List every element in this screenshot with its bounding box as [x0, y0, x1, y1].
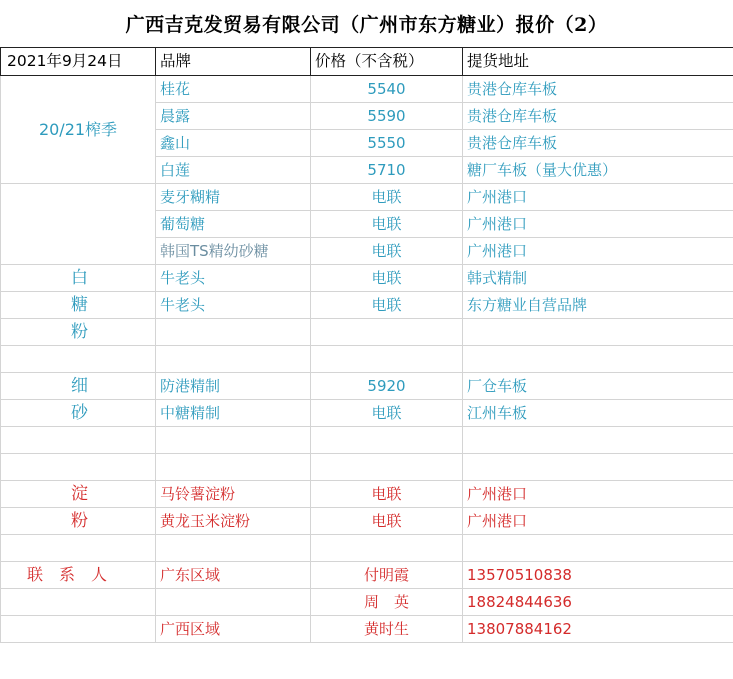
table-row	[1, 562, 733, 589]
address-cell: 江州车板	[463, 400, 733, 427]
table-row	[1, 508, 733, 535]
address-cell: 韩式精制	[463, 265, 733, 292]
table-row	[1, 76, 733, 103]
table-row	[1, 589, 733, 616]
address-cell: 糖厂车板（量大优惠）	[463, 157, 733, 184]
brand-cell: 麦牙糊精	[156, 184, 311, 211]
empty-cell	[311, 535, 463, 562]
address-cell: 贵港仓库车板	[463, 130, 733, 157]
group-white-sugar-1: 白	[1, 265, 156, 292]
group-white-sugar-2: 糖	[1, 292, 156, 319]
table-row	[1, 427, 733, 454]
brand-cell: 白莲	[156, 157, 311, 184]
header-price: 价格（不含税）	[311, 48, 463, 76]
address-cell: 广州港口	[463, 211, 733, 238]
contact-name: 黄时生	[311, 616, 463, 643]
empty-cell	[1, 589, 156, 616]
brand-cell: 鑫山	[156, 130, 311, 157]
price-cell: 电联	[311, 400, 463, 427]
region-cell	[156, 589, 311, 616]
price-cell: 电联	[311, 481, 463, 508]
empty-cell	[463, 535, 733, 562]
empty-cell	[156, 319, 311, 346]
price-cell: 电联	[311, 184, 463, 211]
price-cell: 电联	[311, 508, 463, 535]
table-row	[1, 292, 733, 319]
region-cell: 广东区域	[156, 562, 311, 589]
address-cell: 贵港仓库车板	[463, 103, 733, 130]
empty-cell	[1, 454, 156, 481]
empty-cell	[463, 346, 733, 373]
brand-cell: 韩国TS精幼砂糖	[156, 238, 311, 265]
contact-phone: 18824844636	[463, 589, 733, 616]
brand-cell: 黄龙玉米淀粉	[156, 508, 311, 535]
contact-phone: 13570510838	[463, 562, 733, 589]
group-season: 20/21榨季	[1, 76, 156, 184]
brand-cell: 中糖精制	[156, 400, 311, 427]
table-row	[1, 535, 733, 562]
empty-cell	[156, 535, 311, 562]
address-cell: 东方糖业自营品牌	[463, 292, 733, 319]
brand-cell: 葡萄糖	[156, 211, 311, 238]
group-fine-sugar-1: 细	[1, 373, 156, 400]
empty-cell	[1, 535, 156, 562]
address-cell: 广州港口	[463, 508, 733, 535]
empty-cell	[156, 427, 311, 454]
price-cell: 电联	[311, 265, 463, 292]
price-cell: 5550	[311, 130, 463, 157]
table-row	[1, 454, 733, 481]
empty-cell	[311, 346, 463, 373]
address-cell: 厂仓车板	[463, 373, 733, 400]
contact-name: 付明霞	[311, 562, 463, 589]
price-cell: 电联	[311, 292, 463, 319]
brand-cell: 防港精制	[156, 373, 311, 400]
brand-cell: 牛老头	[156, 292, 311, 319]
table-row	[1, 481, 733, 508]
address-cell: 贵港仓库车板	[463, 76, 733, 103]
table-row	[1, 265, 733, 292]
header-row	[1, 48, 733, 76]
price-cell: 5710	[311, 157, 463, 184]
brand-cell: 桂花	[156, 76, 311, 103]
table-row	[1, 346, 733, 373]
price-cell: 5540	[311, 76, 463, 103]
contact-name: 周 英	[311, 589, 463, 616]
table-row	[1, 184, 733, 211]
empty-cell	[1, 346, 156, 373]
empty-cell	[1, 427, 156, 454]
group-fine-sugar-2: 砂	[1, 400, 156, 427]
table-row	[1, 373, 733, 400]
brand-cell: 马铃薯淀粉	[156, 481, 311, 508]
price-cell: 5920	[311, 373, 463, 400]
contact-phone: 13807884162	[463, 616, 733, 643]
group-starch-2: 粉	[1, 508, 156, 535]
brand-cell: 晨露	[156, 103, 311, 130]
header-address: 提货地址	[463, 48, 733, 76]
brand-cell: 牛老头	[156, 265, 311, 292]
group-white-sugar-3: 粉	[1, 319, 156, 346]
price-cell: 电联	[311, 238, 463, 265]
table-row	[1, 616, 733, 643]
page-title: 广西吉克发贸易有限公司（广州市东方糖业）报价（2）	[125, 14, 608, 36]
price-cell: 电联	[311, 211, 463, 238]
table-row	[1, 400, 733, 427]
empty-cell	[311, 319, 463, 346]
empty-cell	[463, 454, 733, 481]
address-cell: 广州港口	[463, 184, 733, 211]
empty-cell	[156, 454, 311, 481]
empty-cell	[1, 184, 156, 265]
address-cell: 广州港口	[463, 481, 733, 508]
empty-cell	[463, 319, 733, 346]
empty-cell	[1, 616, 156, 643]
group-starch-1: 淀	[1, 481, 156, 508]
table-row	[1, 319, 733, 346]
group-contact: 联 系 人	[1, 562, 156, 589]
address-cell: 广州港口	[463, 238, 733, 265]
region-cell: 广西区域	[156, 616, 311, 643]
header-date: 2021年9月24日	[1, 48, 156, 76]
price-cell: 5590	[311, 103, 463, 130]
header-brand: 品牌	[156, 48, 311, 76]
empty-cell	[311, 454, 463, 481]
empty-cell	[463, 427, 733, 454]
price-table	[0, 47, 733, 643]
empty-cell	[156, 346, 311, 373]
empty-cell	[311, 427, 463, 454]
